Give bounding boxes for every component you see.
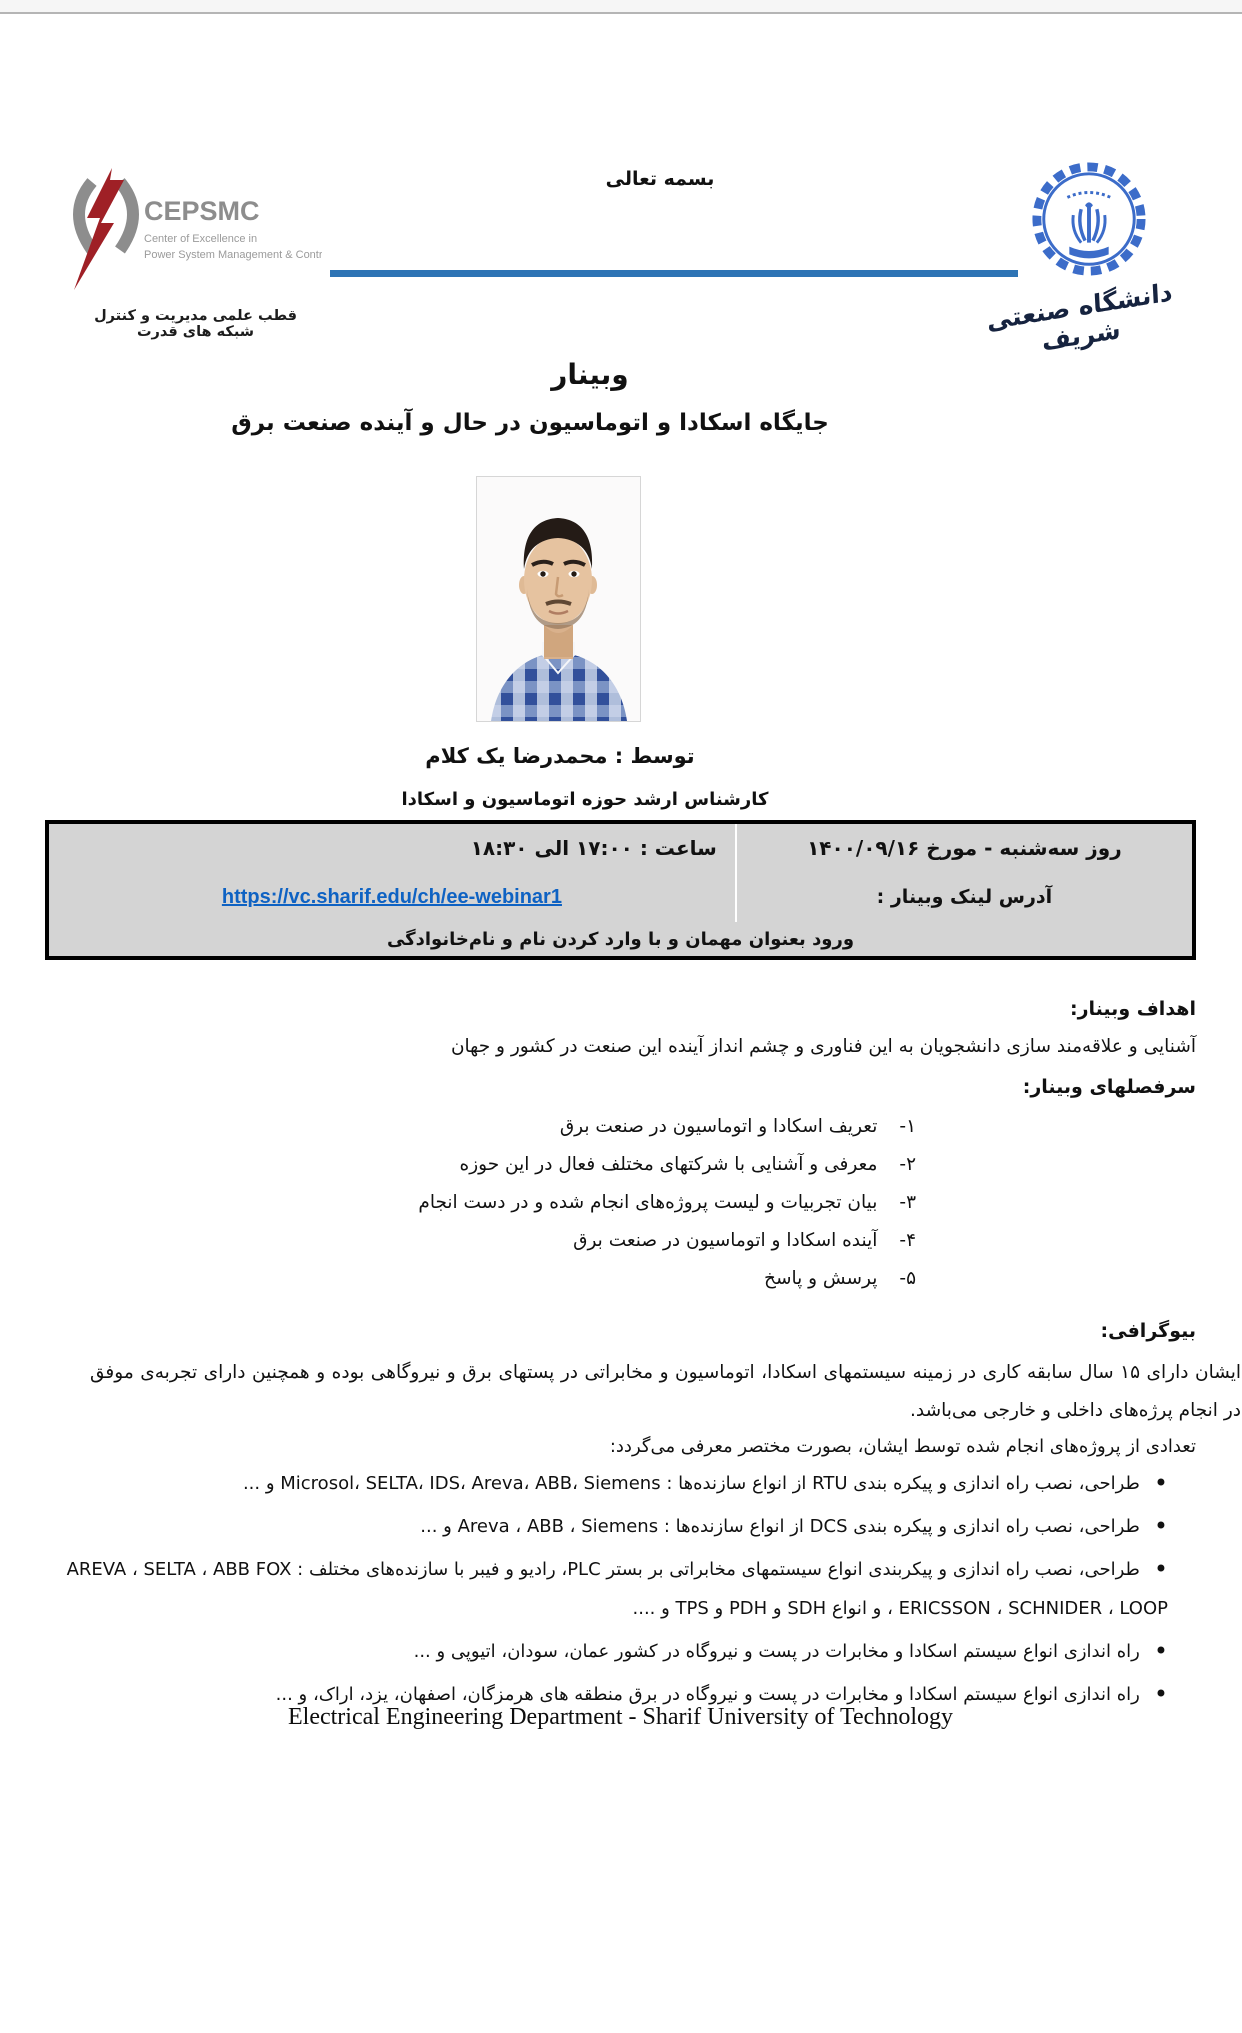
webinar-title: وبینار [551, 358, 629, 391]
time-cell: ساعت : ۱۷:۰۰ الی ۱۸:۳۰ [470, 836, 717, 860]
topic-text: معرفی و آشنایی با شرکتهای مختلف فعال در این حوزه [459, 1154, 878, 1175]
entry-note: ورود بعنوان مهمان و با وارد کردن نام و نام‌خانوادگی [386, 928, 855, 950]
header-divider-line [330, 270, 1018, 277]
cepsmc-subtitle-1: Center of Excellence in [144, 233, 258, 245]
cepsmc-caption: قطب علمی مدیریت و کنترل شبکه های قدرت [94, 308, 297, 340]
project-item: • طراحی، نصب راه اندازی و پیکره بندی DCS از انواع سازنده‌ها : Areva ، ABB ، Siemens و ... [65, 1505, 1168, 1546]
topic-number: ۱- [899, 1116, 916, 1137]
webinar-subtitle: جایگاه اسکادا و اتوماسیون در حال و آینده صنعت برق [231, 410, 829, 436]
cepsmc-logo-icon [52, 168, 322, 298]
project-item: • طراحی، نصب راه اندازی و پیکربندی انواع سیستمهای مخابراتی بر بستر PLC، رادیو و فیبر با سازنده‌های مختلف : AREVA ، SELTA ، ABB FOX ، ERICSSON ، SCHNIDER ، LOOP و انواع SDH و PDH و TPS و .... [65, 1548, 1168, 1628]
presenter-name: توسط : محمدرضا یک کلام [425, 744, 695, 768]
topic-item [45, 1260, 916, 1298]
presenter-role: کارشناس ارشد حوزه اتوماسیون و اسکادا [401, 789, 769, 810]
topic-text: تعریف اسکادا و اتوماسیون در صنعت برق [559, 1116, 878, 1137]
project-item: • راه اندازی انواع سیستم اسکادا و مخابرات در پست و نیروگاه در برق منطقه های هرمزگان، اصفهان، یزد، اراک، و ... [65, 1673, 1168, 1714]
topic-number: ۳- [899, 1192, 916, 1213]
date-cell: روز سه‌شنبه - مورخ ۱۴۰۰/۰۹/۱۶ [735, 824, 1192, 872]
cepsmc-logo [52, 168, 322, 298]
topic-item [45, 1184, 916, 1222]
webinar-link[interactable]: https://vc.sharif.edu/ch/ee-webinar1 [221, 885, 562, 908]
project-item: • راه اندازی انواع سیستم اسکادا و مخابرات در پست و نیروگاه در کشور عمان، سودان، اتیوپی و ... [65, 1630, 1168, 1671]
cepsmc-acronym: CEPSMC [144, 196, 260, 226]
topic-text: بیان تجربیات و لیست پروژه‌های انجام شده و در دست انجام [418, 1192, 878, 1213]
project-item: • طراحی، نصب راه اندازی و پیکره بندی RTU از انواع سازنده‌ها : Microsol، SELTA، IDS، Areva، ABB، Siemens و ... [65, 1462, 1168, 1503]
footer-text: Electrical Engineering Department - Sharif University of Technology [288, 1704, 953, 1730]
topics-list [45, 1108, 1196, 1298]
topic-number: ۴- [899, 1230, 916, 1251]
topic-number: ۲- [899, 1154, 916, 1175]
info-table [45, 820, 1196, 960]
topic-text: پرسش و پاسخ [764, 1268, 878, 1289]
goals-text: آشنایی و علاقه‌مند سازی دانشجویان به این فناوری و چشم انداز آینده این صنعت در کشور و جهان [450, 1036, 1196, 1057]
cepsmc-subtitle-2: Power System Management & Control [144, 249, 322, 261]
goals-heading: اهداف وبینار: [1070, 998, 1196, 1020]
projects-list [45, 1462, 1196, 1716]
topic-text: آینده اسکادا و اتوماسیون در صنعت برق [573, 1230, 878, 1251]
biography-paragraph: ایشان دارای ۱۵ سال سابقه کاری در زمینه سیستمهای اسکادا، اتوماسیون و مخابراتی در پستهای برق و نیروگاهی بوده و همچنین دارای تجربه‌ی موفق در انجام پرژه‌های داخلی و خارجی می‌باشد. [90, 1362, 1241, 1421]
topic-number: ۵- [899, 1268, 916, 1289]
topic-item [45, 1146, 916, 1184]
biography-heading: بیوگرافی: [1100, 1320, 1196, 1342]
topics-heading: سرفصلهای وبینار: [1022, 1076, 1196, 1098]
presenter-portrait-icon [477, 477, 640, 721]
presenter-photo [476, 476, 641, 722]
link-label-cell: آدرس لینک وبینار : [735, 872, 1192, 922]
sharif-emblem-icon [1030, 160, 1148, 282]
topic-item [45, 1108, 916, 1146]
bismillah-text: بسمه تعالی [605, 168, 715, 190]
projects-intro: تعدادی از پروژه‌های انجام شده توسط ایشان، بصورت مختصر معرفی می‌گردد: [609, 1436, 1196, 1457]
topic-item [45, 1222, 916, 1260]
sharif-calligraphy: دانشگاه صنعتی شریف [986, 277, 1174, 357]
window-top-edge [0, 0, 1242, 14]
sharif-logo [1030, 160, 1148, 282]
